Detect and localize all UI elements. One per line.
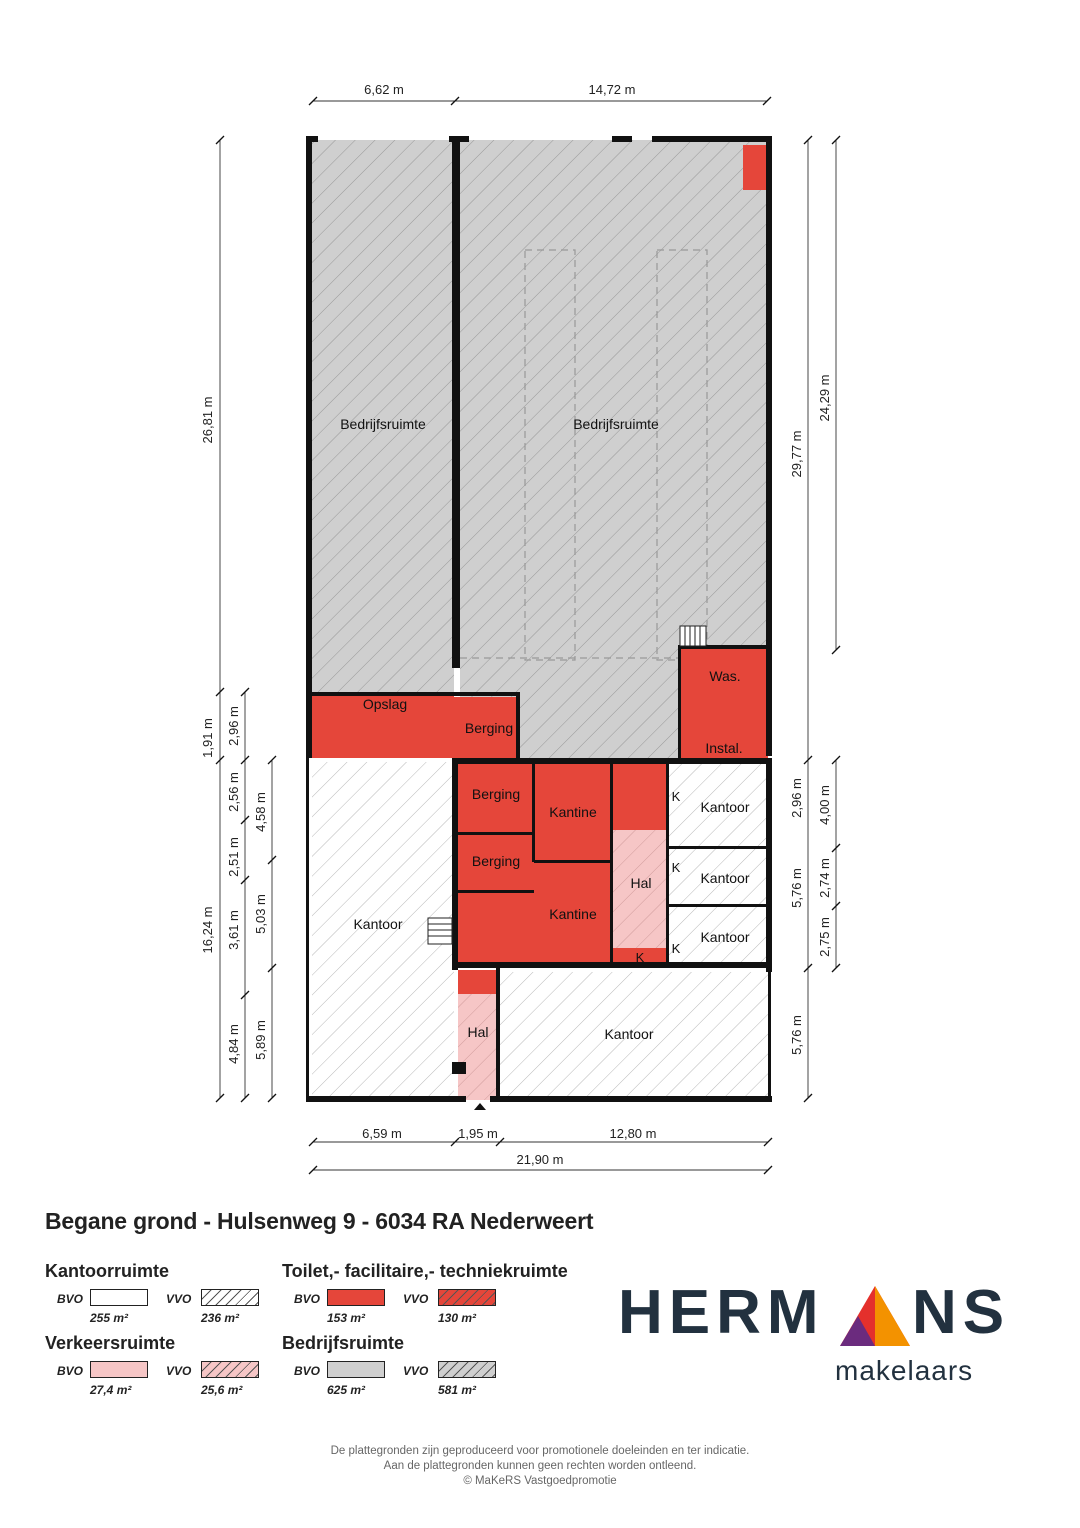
- disclaimer-line-3: © MaKeRS Vastgoedpromotie: [463, 1475, 617, 1487]
- dim-left-16-24: 16,24 m: [200, 906, 215, 954]
- legend-business-bvo-value: 625 m²: [327, 1383, 366, 1397]
- legend-office-vvo-label: VVO: [166, 1292, 192, 1306]
- dim-left-26-81: 26,81 m: [200, 396, 215, 444]
- entrance-arrow-icon: [474, 1103, 486, 1110]
- dim-top-left: 6,62 m: [364, 82, 404, 97]
- legend-traffic-bvo-swatch: [90, 1361, 148, 1378]
- legend-facility-vvo-label: VVO: [403, 1292, 429, 1306]
- legend-facility-bvo-swatch: [327, 1289, 385, 1306]
- label-k-1: K: [671, 789, 681, 804]
- dim-right-2-74: 2,74 m: [817, 858, 832, 898]
- brand-subtitle: makelaars: [835, 1355, 974, 1386]
- label-was: Was.: [709, 668, 741, 684]
- room-sanitary: [612, 762, 668, 830]
- dim-right-5-76-a: 5,76 m: [789, 868, 804, 908]
- dim-bottom-1-95: 1,95 m: [458, 1126, 498, 1141]
- legend-office-title: Kantoorruimte: [45, 1261, 170, 1281]
- dim-bottom-21-90: 21,90 m: [516, 1152, 564, 1167]
- dim-right-24-29: 24,29 m: [817, 374, 832, 422]
- label-kantoor-r3: Kantoor: [700, 929, 750, 945]
- plan-title: Begane grond - Hulsenweg 9 - 6034 RA Nederweert: [45, 1208, 594, 1234]
- dim-left-5-89: 5,89 m: [253, 1020, 268, 1060]
- dim-right-5-76-b: 5,76 m: [789, 1015, 804, 1055]
- label-berging-mid2: Berging: [471, 853, 521, 869]
- legend-office-bvo-label: BVO: [57, 1292, 84, 1306]
- dim-right-2-96: 2,96 m: [789, 778, 804, 818]
- room-hal-2: [458, 994, 500, 1100]
- label-hal-1: Hal: [630, 875, 652, 891]
- dim-top-right: 14,72 m: [588, 82, 636, 97]
- label-hal-2: Hal: [467, 1024, 489, 1040]
- dim-left-1-91: 1,91 m: [200, 718, 215, 758]
- label-opslag: Opslag: [362, 696, 408, 712]
- label-k-2: K: [671, 860, 681, 875]
- dim-left-2-56: 2,56 m: [226, 772, 241, 812]
- room-was-toilet: [680, 708, 768, 738]
- dim-right-29-77: 29,77 m: [789, 430, 804, 478]
- stairs-top: [680, 626, 706, 646]
- room-corner-top: [743, 145, 767, 190]
- label-kantoor-left: Kantoor: [353, 916, 403, 932]
- legend-traffic-bvo-value: 27,4 m²: [90, 1383, 132, 1397]
- label-berging-top: Berging: [464, 720, 514, 736]
- dim-left-4-58: 4,58 m: [253, 792, 268, 832]
- label-berging-mid1: Berging: [471, 786, 521, 802]
- legend-facility-bvo-value: 153 m²: [327, 1311, 366, 1325]
- label-k-4: K: [635, 950, 645, 965]
- label-bedrijfsruimte-left: Bedrijfsruimte: [340, 416, 426, 432]
- disclaimer-line-2: Aan de plattegronden kunnen geen rechten worden ontleend.: [383, 1460, 697, 1472]
- legend-business-bvo-label: BVO: [294, 1364, 321, 1378]
- label-kantoor-bottom: Kantoor: [604, 1026, 654, 1042]
- legend-business-title: Bedrijfsruimte: [282, 1333, 405, 1353]
- label-instal: Instal.: [705, 740, 743, 756]
- dim-left-4-84: 4,84 m: [226, 1024, 241, 1064]
- legend-traffic-vvo-value: 25,6 m²: [201, 1383, 243, 1397]
- dim-left-3-61: 3,61 m: [226, 910, 241, 950]
- legend-facility-title: Toilet,- facilitaire,- techniekruimte: [282, 1261, 568, 1281]
- dim-bottom-6-59: 6,59 m: [362, 1126, 402, 1141]
- stairs-kantine: [428, 918, 452, 944]
- legend-office-bvo-value: 255 m²: [90, 1311, 129, 1325]
- brand-triangle-icon: [838, 1284, 912, 1348]
- dim-left-5-03: 5,03 m: [253, 894, 268, 934]
- brand-name-suffix: NS: [912, 1278, 1011, 1347]
- label-kantoor-r1: Kantoor: [700, 799, 750, 815]
- dim-right-4-00: 4,00 m: [817, 785, 832, 825]
- legend-traffic-bvo-label: BVO: [57, 1364, 84, 1378]
- legend-office-bvo-swatch: [90, 1289, 148, 1306]
- label-kantine-2: Kantine: [549, 906, 597, 922]
- disclaimer-line-1: De plattegronden zijn geproduceerd voor promotionele doeleinden en ter indicatie.: [330, 1445, 750, 1457]
- legend-traffic-title: Verkeersruimte: [45, 1333, 176, 1353]
- label-k-3: K: [671, 941, 681, 956]
- dim-left-2-96: 2,96 m: [226, 706, 241, 746]
- legend-facility-vvo-value: 130 m²: [438, 1311, 477, 1325]
- label-kantine-1: Kantine: [549, 804, 597, 820]
- legend-traffic-vvo-label: VVO: [166, 1364, 192, 1378]
- dim-left-2-51: 2,51 m: [226, 837, 241, 877]
- legend-office-vvo-swatch: [201, 1289, 259, 1306]
- dim-right-2-75: 2,75 m: [817, 917, 832, 957]
- legend-business-bvo-swatch: [327, 1361, 385, 1378]
- brand-name-prefix: HERM: [618, 1278, 825, 1347]
- disclaimer: [0, 1444, 1080, 1489]
- legend-business-vvo-label: VVO: [403, 1364, 429, 1378]
- dim-bottom-12-80: 12,80 m: [609, 1126, 657, 1141]
- legend-traffic-vvo-swatch: [201, 1361, 259, 1378]
- room-hal-entry-red: [458, 970, 500, 994]
- legend-facility-bvo-label: BVO: [294, 1292, 321, 1306]
- label-kantoor-r2: Kantoor: [700, 870, 750, 886]
- legend-business-vvo-value: 581 m²: [438, 1383, 477, 1397]
- legend-business-vvo-swatch: [438, 1361, 496, 1378]
- label-bedrijfsruimte-right: Bedrijfsruimte: [573, 416, 659, 432]
- legend-office-vvo-value: 236 m²: [201, 1311, 240, 1325]
- legend-facility-vvo-swatch: [438, 1289, 496, 1306]
